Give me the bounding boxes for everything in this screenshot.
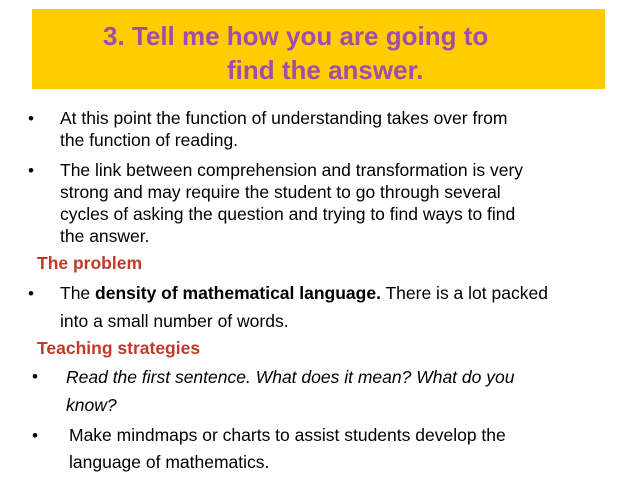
bullet-2-line-4: the answer. bbox=[60, 226, 150, 246]
bullet-marker: • bbox=[28, 161, 34, 180]
bullet-2-line-2: strong and may require the student to go through several bbox=[60, 182, 501, 202]
problem-heading: The problem bbox=[37, 253, 143, 273]
strategy-2-line-1: Make mindmaps or charts to assist students develop the bbox=[69, 425, 506, 445]
strategy-1-line-2: know? bbox=[66, 395, 117, 415]
strategy-1-line-1: Read the first sentence. What does it mean? What do you bbox=[66, 367, 515, 387]
strategies-heading: Teaching strategies bbox=[37, 338, 201, 358]
bullet-marker: • bbox=[32, 426, 38, 445]
problem-bullet-line-2: into a small number of words. bbox=[60, 311, 289, 331]
bullet-2-line-1: The link between comprehension and transformation is very bbox=[60, 160, 524, 180]
bullet-marker: • bbox=[28, 109, 34, 128]
slide-title-line-1: 3. Tell me how you are going to bbox=[103, 21, 489, 51]
bullet-1-line-1: At this point the function of understanding takes over from bbox=[60, 108, 508, 128]
problem-bold-phrase: density of mathematical language. bbox=[95, 283, 381, 303]
bullet-marker: • bbox=[28, 284, 34, 303]
problem-bullet-line-1: The density of mathematical language. There is a lot packed bbox=[60, 283, 548, 303]
strategy-2-line-2: language of mathematics. bbox=[69, 452, 270, 472]
bullet-1-line-2: the function of reading. bbox=[60, 130, 239, 150]
slide-title-line-2: find the answer. bbox=[227, 55, 424, 85]
bullet-marker: • bbox=[32, 367, 38, 386]
bullet-2-line-3: cycles of asking the question and trying to find ways to find bbox=[60, 204, 516, 224]
